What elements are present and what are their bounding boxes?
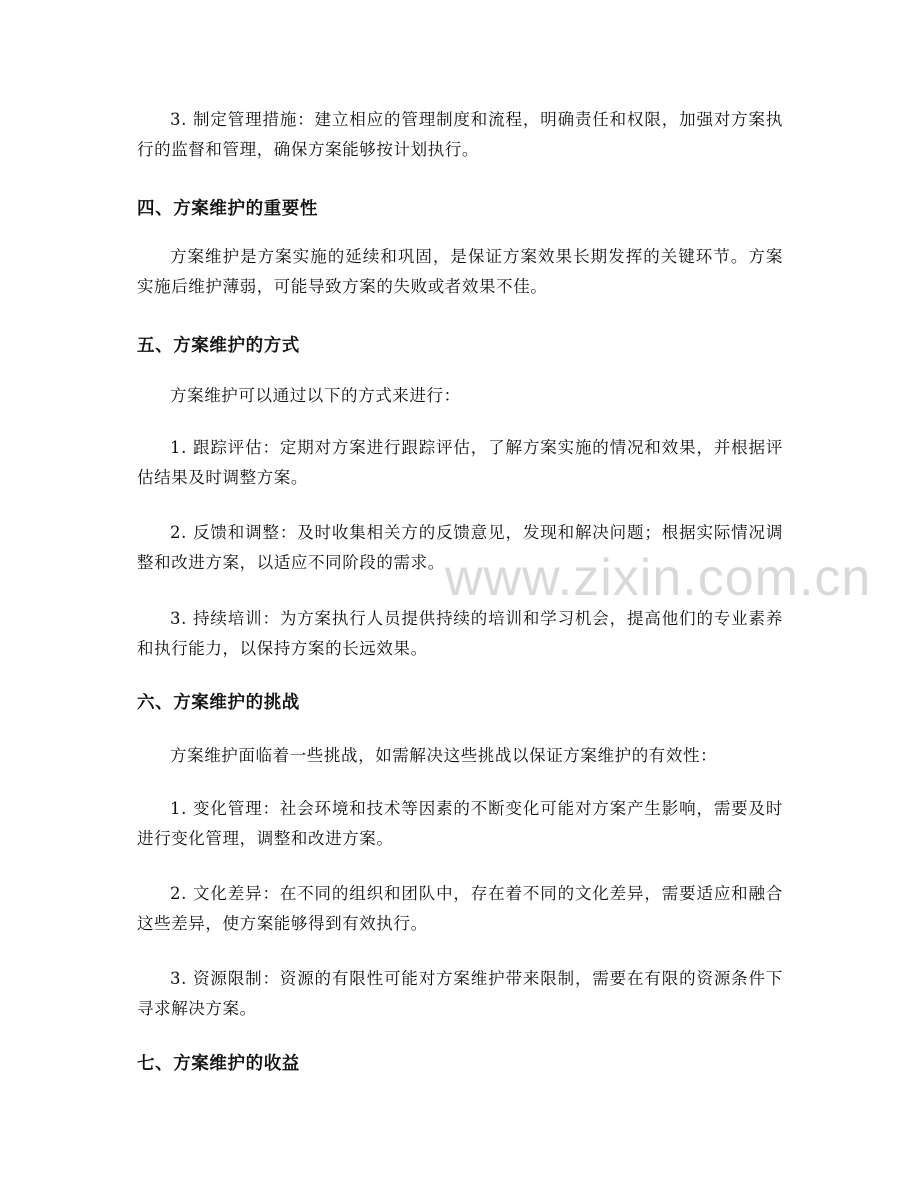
paragraph-measure-3: 3. 制定管理措施：建立相应的管理制度和流程，明确责任和权限，加强对方案执行的监督和管理，确保方案能够按计划执行。 xyxy=(137,110,783,159)
list-item-change-management: 1. 变化管理：社会环境和技术等因素的不断变化可能对方案产生影响，需要及时进行变化管理，调整和改进方案。 xyxy=(137,799,783,848)
section-heading-7: 七、方案维护的收益 xyxy=(137,1054,300,1074)
list-item-feedback: 2. 反馈和调整：及时收集相关方的反馈意见，发现和解决问题；根据实际情况调整和改进方案，以适应不同阶段的需求。 xyxy=(137,523,783,572)
list-item-training: 3. 持续培训：为方案执行人员提供持续的培训和学习机会，提高他们的专业素养和执行能力，以保持方案的长远效果。 xyxy=(137,609,783,658)
section-heading-6: 六、方案维护的挑战 xyxy=(137,693,300,713)
section-heading-4: 四、方案维护的重要性 xyxy=(137,199,318,219)
list-item-resource-limits: 3. 资源限制：资源的有限性可能对方案维护带来限制，需要在有限的资源条件下寻求解决方案。 xyxy=(137,969,783,1018)
section-heading-5: 五、方案维护的方式 xyxy=(137,336,300,356)
paragraph-importance: 方案维护是方案实施的延续和巩固，是保证方案效果长期发挥的关键环节。方案实施后维护薄弱，可能导致方案的失败或者效果不佳。 xyxy=(137,247,783,296)
watermark: www.zixin.com.cn xyxy=(445,549,872,607)
list-item-cultural-difference: 2. 文化差异：在不同的组织和团队中，存在着不同的文化差异，需要适应和融合这些差异，使方案能够得到有效执行。 xyxy=(137,884,783,933)
paragraph-methods-intro: 方案维护可以通过以下的方式来进行： xyxy=(170,386,461,405)
list-item-tracking: 1. 跟踪评估：定期对方案进行跟踪评估，了解方案实施的情况和效果，并根据评估结果及时调整方案。 xyxy=(137,438,783,487)
paragraph-challenges-intro: 方案维护面临着一些挑战，如需解决这些挑战以保证方案维护的有效性： xyxy=(170,746,718,765)
